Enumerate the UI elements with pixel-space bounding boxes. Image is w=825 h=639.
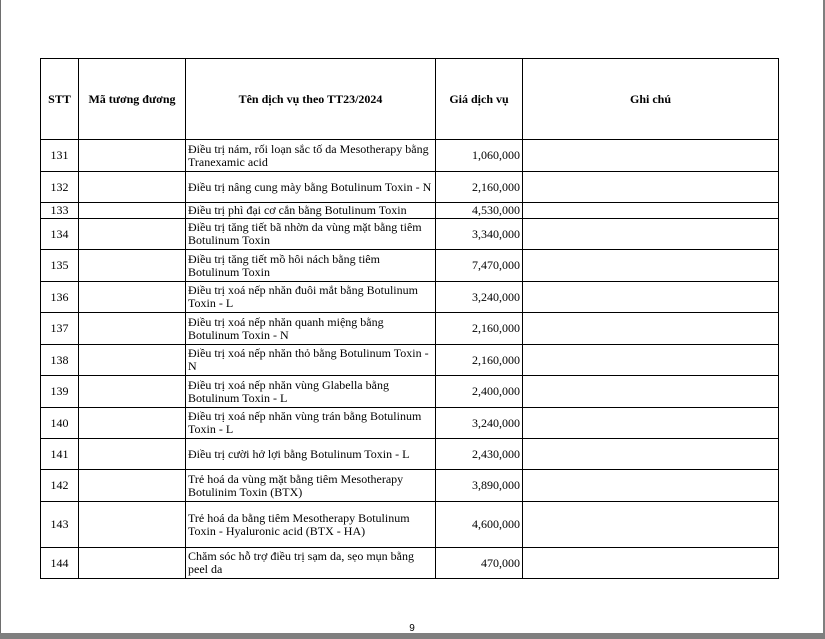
- row-stt: 134: [41, 219, 79, 250]
- table-body: [41, 140, 779, 579]
- table-header-row: [41, 59, 779, 140]
- header-equivalent-code: Mã tương đương: [79, 59, 186, 140]
- header-stt: STT: [41, 59, 79, 140]
- row-service-name: Chăm sóc hỗ trợ điều trị sạm da, sẹo mụn bằng peel da: [186, 548, 436, 579]
- row-equivalent-code: [79, 408, 186, 439]
- row-service-name: Điều trị xoá nếp nhăn quanh miệng bằng Botulinum Toxin - N: [186, 313, 436, 345]
- row-equivalent-code: [79, 282, 186, 313]
- row-service-name: Điều trị cười hở lợi bằng Botulinum Toxin - L: [186, 439, 436, 470]
- row-service-name: Điều trị nám, rối loạn sắc tố da Mesotherapy bằng Tranexamic acid: [186, 140, 436, 172]
- row-equivalent-code: [79, 502, 186, 548]
- row-note: [523, 470, 779, 502]
- row-stt: 131: [41, 140, 79, 172]
- row-note: [523, 345, 779, 376]
- row-note: [523, 282, 779, 313]
- row-service-price: 2,430,000: [436, 439, 523, 470]
- row-note: [523, 502, 779, 548]
- row-stt: 136: [41, 282, 79, 313]
- header-service-price: Giá dịch vụ: [436, 59, 523, 140]
- row-service-name: Điều trị xoá nếp nhăn thỏ bằng Botulinum Toxin - N: [186, 345, 436, 376]
- row-equivalent-code: [79, 172, 186, 203]
- row-service-price: 3,340,000: [436, 219, 523, 250]
- row-service-name: Trẻ hoá da bằng tiêm Mesotherapy Botulinum Toxin - Hyaluronic acid (BTX - HA): [186, 502, 436, 548]
- row-stt: 137: [41, 313, 79, 345]
- row-equivalent-code: [79, 470, 186, 502]
- row-service-name: Điều trị tăng tiết bã nhờn da vùng mặt bằng tiêm Botulinum Toxin: [186, 219, 436, 250]
- row-equivalent-code: [79, 345, 186, 376]
- row-service-price: 2,160,000: [436, 345, 523, 376]
- row-note: [523, 439, 779, 470]
- service-price-table: [40, 58, 779, 579]
- row-note: [523, 140, 779, 172]
- row-equivalent-code: [79, 219, 186, 250]
- row-equivalent-code: [79, 140, 186, 172]
- table-row: [41, 502, 779, 548]
- table-row: [41, 408, 779, 439]
- table-row: [41, 219, 779, 250]
- row-equivalent-code: [79, 313, 186, 345]
- row-service-name: Trẻ hoá da vùng mặt bằng tiêm Mesotherapy Botulinim Toxin (BTX): [186, 470, 436, 502]
- row-service-price: 2,400,000: [436, 376, 523, 408]
- row-service-name: Điều trị phì đại cơ cắn bằng Botulinum Toxin: [186, 203, 436, 219]
- table-row: [41, 470, 779, 502]
- row-stt: 142: [41, 470, 79, 502]
- row-stt: 135: [41, 250, 79, 282]
- row-service-price: 3,240,000: [436, 408, 523, 439]
- row-note: [523, 172, 779, 203]
- page-number: 9: [409, 623, 415, 634]
- table-row: [41, 376, 779, 408]
- row-service-name: Điều trị tăng tiết mồ hôi nách bằng tiêm Botulinum Toxin: [186, 250, 436, 282]
- row-service-price: 3,240,000: [436, 282, 523, 313]
- row-stt: 138: [41, 345, 79, 376]
- row-equivalent-code: [79, 548, 186, 579]
- table-row: [41, 345, 779, 376]
- row-note: [523, 313, 779, 345]
- row-note: [523, 219, 779, 250]
- table-row: [41, 140, 779, 172]
- row-service-price: 470,000: [436, 548, 523, 579]
- row-stt: 141: [41, 439, 79, 470]
- row-stt: 132: [41, 172, 79, 203]
- table-row: [41, 439, 779, 470]
- row-service-price: 4,530,000: [436, 203, 523, 219]
- header-service-name: Tên dịch vụ theo TT23/2024: [186, 59, 436, 140]
- row-equivalent-code: [79, 439, 186, 470]
- row-service-price: 1,060,000: [436, 140, 523, 172]
- table-row: [41, 203, 779, 219]
- row-note: [523, 376, 779, 408]
- row-service-price: 2,160,000: [436, 172, 523, 203]
- row-service-name: Điều trị xoá nếp nhăn đuôi mắt bằng Botulinum Toxin - L: [186, 282, 436, 313]
- row-service-price: 2,160,000: [436, 313, 523, 345]
- row-service-price: 4,600,000: [436, 502, 523, 548]
- row-service-price: 3,890,000: [436, 470, 523, 502]
- row-note: [523, 203, 779, 219]
- table-row: [41, 172, 779, 203]
- row-equivalent-code: [79, 250, 186, 282]
- row-service-price: 7,470,000: [436, 250, 523, 282]
- row-service-name: Điều trị nâng cung mày bằng Botulinum Toxin - N: [186, 172, 436, 203]
- header-note: Ghi chú: [523, 59, 779, 140]
- row-service-name: Điều trị xoá nếp nhăn vùng trán bằng Botulinum Toxin - L: [186, 408, 436, 439]
- table-row: [41, 282, 779, 313]
- row-stt: 133: [41, 203, 79, 219]
- row-service-name: Điều trị xoá nếp nhăn vùng Glabella bằng Botulinum Toxin - L: [186, 376, 436, 408]
- row-equivalent-code: [79, 203, 186, 219]
- row-note: [523, 250, 779, 282]
- row-note: [523, 548, 779, 579]
- row-equivalent-code: [79, 376, 186, 408]
- row-note: [523, 408, 779, 439]
- row-stt: 140: [41, 408, 79, 439]
- table-row: [41, 313, 779, 345]
- row-stt: 144: [41, 548, 79, 579]
- table-row: [41, 548, 779, 579]
- row-stt: 139: [41, 376, 79, 408]
- row-stt: 143: [41, 502, 79, 548]
- table-row: [41, 250, 779, 282]
